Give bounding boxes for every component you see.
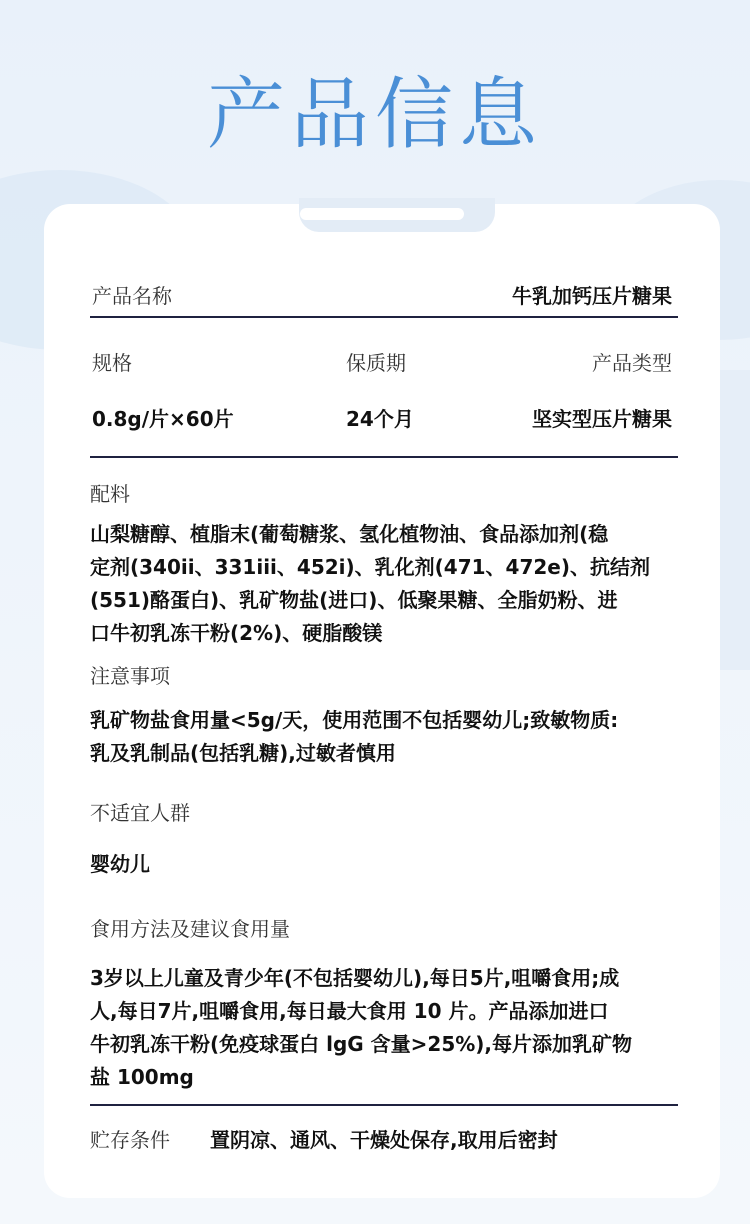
product-name-value: 牛乳加钙压片糖果 [512, 284, 672, 308]
storage-label: 贮存条件 [90, 1128, 170, 1152]
caution-text [90, 704, 690, 770]
caution-label: 注意事项 [90, 664, 170, 688]
usage-line: 牛初乳冻干粉(免疫球蛋白 lgG 含量>25%),每片添加乳矿物 [90, 1032, 633, 1056]
usage-line: 人,每日7片,咀嚼食用,每日最大食用 10 片。产品添加进口 [90, 999, 609, 1023]
unsuitable-label: 不适宜人群 [90, 801, 190, 825]
ingredients-text [90, 518, 690, 650]
divider [90, 456, 678, 458]
page-title: 产品信息 [206, 70, 543, 160]
spec-value: 0.8g/片×60片 [92, 407, 234, 431]
caution-line: 乳及乳制品(包括乳糖),过敏者慎用 [90, 741, 396, 765]
usage-line: 3岁以上儿童及青少年(不包括婴幼儿),每日5片,咀嚼食用;成 [90, 966, 620, 990]
ingredients-line: 山梨糖醇、植脂末(葡萄糖浆、氢化植物油、食品添加剂(稳 [90, 522, 609, 546]
spec-label: 规格 [92, 351, 132, 375]
ingredients-label: 配料 [90, 482, 130, 506]
product-name-label: 产品名称 [92, 284, 172, 308]
shelf-life-value: 24个月 [346, 407, 414, 431]
card-tab-bar [300, 208, 464, 220]
usage-label: 食用方法及建议食用量 [90, 917, 290, 941]
ingredients-line: 定剂(340ii、331iii、452i)、乳化剂(471、472e)、抗结剂 [90, 555, 650, 579]
usage-line: 盐 100mg [90, 1065, 194, 1089]
caution-line: 乳矿物盐食用量<5g/天，使用范围不包括婴幼儿;致敏物质: [90, 708, 619, 732]
unsuitable-value: 婴幼儿 [90, 852, 150, 876]
divider [90, 316, 678, 318]
storage-value: 置阴凉、通风、干燥处保存,取用后密封 [210, 1128, 558, 1152]
product-type-label: 产品类型 [592, 351, 672, 375]
shelf-life-label: 保质期 [346, 351, 406, 375]
ingredients-line: 口牛初乳冻干粉(2%)、硬脂酸镁 [90, 621, 383, 645]
divider [90, 1104, 678, 1106]
ingredients-line: (551)酪蛋白)、乳矿物盐(进口)、低聚果糖、全脂奶粉、进 [90, 588, 618, 612]
usage-text [90, 962, 690, 1094]
product-type-value: 坚实型压片糖果 [532, 407, 672, 431]
